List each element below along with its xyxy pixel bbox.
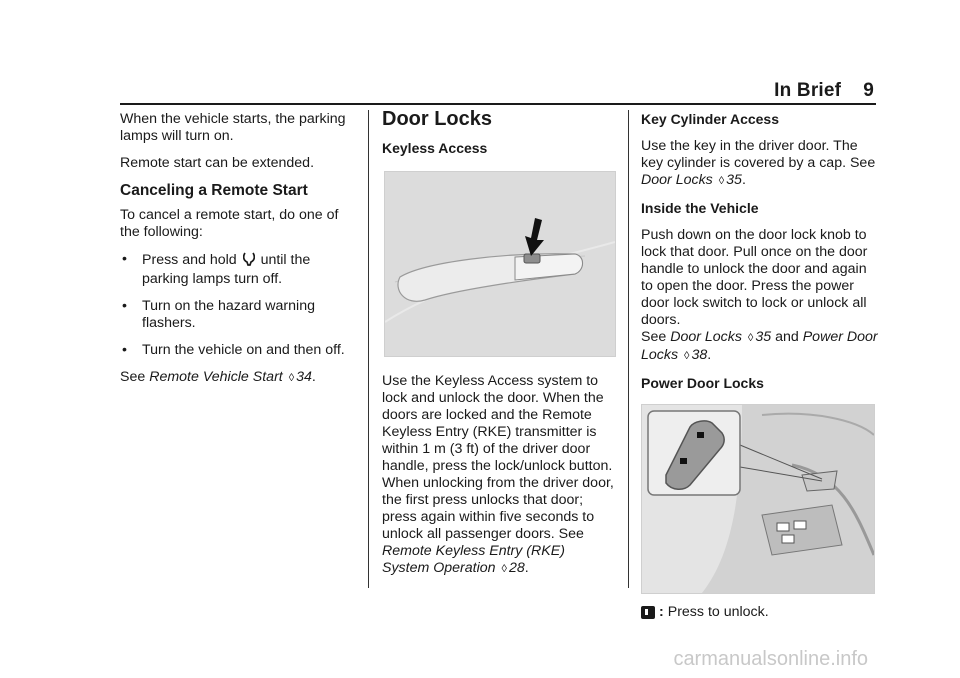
bullet-dot: • [122,342,127,358]
reference-arrow-icon: ◊ [684,350,690,362]
bullet-dot: • [122,251,127,267]
bullet-list [120,251,356,359]
reference-page: 28 [508,560,525,576]
header-rule [120,103,876,105]
bullet-dot: • [122,298,127,314]
cross-reference: See Remote Vehicle Start ◊ 34. [120,369,316,385]
page-number: 9 [863,80,874,101]
column-1 [120,111,356,397]
unlock-icon [641,606,655,619]
subsection-heading: Key Cylinder Access [641,111,779,127]
paragraph: Use the key in the driver door. The key cylinder is covered by a cap. See Door Locks ◊ 35. [641,138,876,188]
list-item: • Turn on the hazard warning flashers. [122,298,315,331]
reference-page: 38 [691,347,708,363]
list-item: • Press and hold until the parking lamps turn off. [122,251,311,287]
door-handle-illustration [384,171,616,357]
section-title: Door Locks [382,108,493,130]
paragraph: Push down on the door lock knob to lock that door. Pull once on the door handle to unlock the door and again to open the door. Press the power door lock switch to lock or unlock all doors. See Door Locks ◊ 35 and Power Door Locks ◊ 38. [641,227,878,363]
reference-arrow-icon: ◊ [501,563,507,575]
column-divider-1 [368,110,369,588]
reference-arrow-icon: ◊ [718,175,725,187]
column-divider-2 [628,110,629,588]
subsection-heading: Power Door Locks [641,375,764,391]
reference-arrow-icon: ◊ [288,372,295,384]
reference-link[interactable]: Door Locks [670,329,742,345]
reference-page: 35 [726,172,742,188]
reference-link[interactable]: Remote Keyless Entry (RKE) System Operation [382,543,565,576]
column-2 [382,108,616,588]
unlock-legend: : Press to unlock. [641,604,879,621]
reference-page: 34 [296,369,312,385]
subsection-heading: Inside the Vehicle [641,200,759,216]
reference-link[interactable]: Door Locks [641,172,713,188]
subsection-heading: Keyless Access [382,140,488,156]
paragraph: When the vehicle starts, the parking lamps will turn on. [120,111,346,144]
paragraph: Remote start can be extended. [120,155,315,171]
list-item: • Turn the vehicle on and then off. [122,342,345,358]
section-title: In Brief [774,80,842,101]
reference-link[interactable]: Power Door Locks [641,329,878,363]
column-3 [641,111,879,621]
page-header [774,80,874,102]
paragraph: To cancel a remote start, do one of the following: [120,207,339,240]
reference-page: 35 [755,329,772,345]
watermark: carmanualsonline.info [673,648,868,670]
reference-link[interactable]: Remote Vehicle Start [149,369,283,385]
power-door-lock-illustration [641,404,875,594]
section-heading: Canceling a Remote Start [120,182,308,199]
reference-arrow-icon: ◊ [747,332,754,344]
paragraph: Use the Keyless Access system to lock and unlock the door. When the doors are locked and the Remote Keyless Entry (RKE) transmitter is within 1 m (3 ft) of the driver door handle, press the lock/unlock button. When unlocking from the driver door, the first press unlocks that door; press again within five seconds to unlock all passenger doors. See Remote Keyless Entry (RKE) System Operation ◊ 28. [382,373,614,576]
remote-start-icon [243,251,255,271]
